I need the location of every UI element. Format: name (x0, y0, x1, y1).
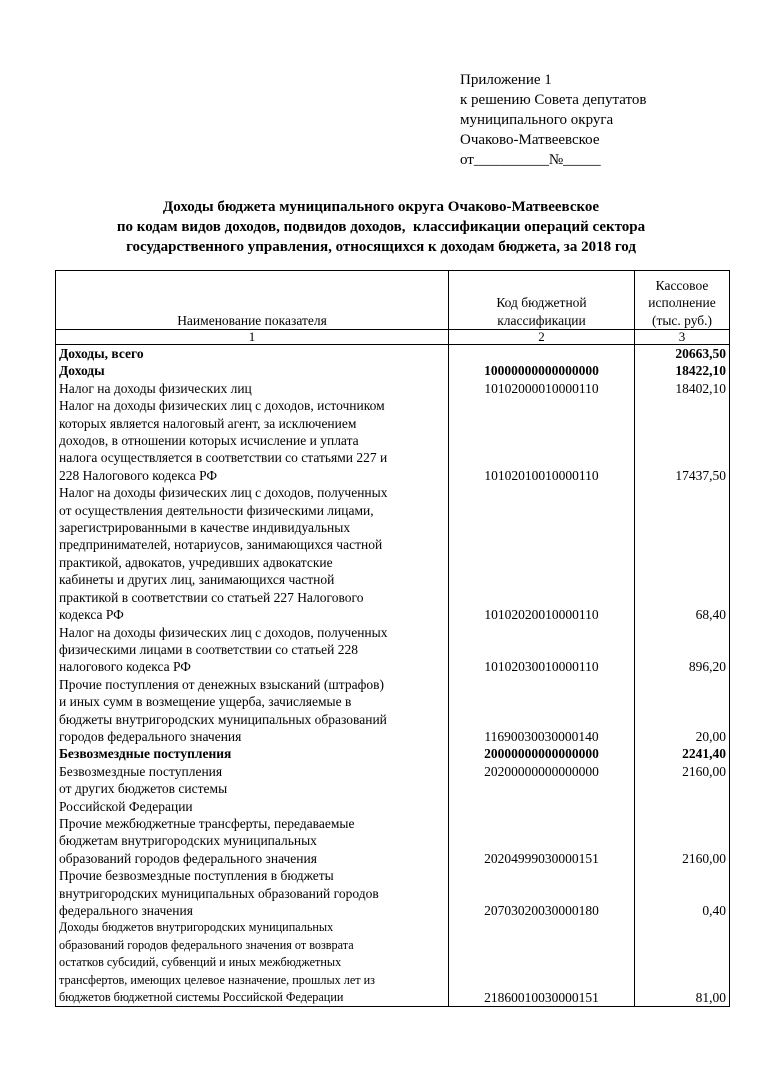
amount-cell: 2160,00 (635, 763, 730, 815)
document-title (20, 197, 742, 257)
indicator-name-cell (56, 624, 449, 676)
budget-code-cell: 20000000000000000 (449, 745, 635, 762)
table-body (56, 345, 730, 1007)
indicator-name-line: налогового кодекса РФ (59, 659, 191, 675)
indicator-name-cell (56, 745, 449, 762)
appendix-line: Очаково-Матвеевское (460, 132, 600, 148)
indicator-name-line: бюджетам внутригородских муниципальных (59, 833, 317, 849)
amount-cell: 81,00 (635, 919, 730, 1007)
appendix-header (460, 70, 646, 170)
table-header-row (56, 271, 730, 330)
indicator-name-cell (56, 867, 449, 919)
indicator-name-line: доходов, в отношении которых исчисление и уплата (59, 433, 359, 449)
indicator-name-line: остатков субсидий, субвенций и иных межбюджетных (59, 955, 342, 970)
header-amount: Кассовое исполнение (тыс. руб.) (635, 271, 730, 330)
indicator-name-line: Прочие безвозмездные поступления в бюджеты (59, 868, 334, 884)
budget-code-cell: 20204999030000151 (449, 815, 635, 867)
amount-cell: 17437,50 (635, 397, 730, 484)
budget-code-cell: 10102020010000110 (449, 484, 635, 623)
header-name: Наименование показателя (56, 271, 449, 330)
indicator-name-cell (56, 919, 449, 1007)
title-line: по кодам видов доходов, подвидов доходов, классификации операций сектора (116, 219, 646, 235)
indicator-name-line: бюджетов бюджетной системы Российской Федерации (59, 990, 344, 1005)
indicator-name-line: и иных сумм в возмещение ущерба, зачисляемые в (59, 694, 352, 710)
amount-cell: 20663,50 (635, 345, 730, 363)
indicator-name-line: Прочие межбюджетные трансферты, передаваемые (59, 815, 355, 831)
amount-cell: 18402,10 (635, 380, 730, 397)
indicator-name-cell (56, 676, 449, 746)
appendix-line: муниципального округа (460, 112, 614, 128)
table-row (56, 484, 730, 623)
table-row (56, 624, 730, 676)
budget-code-cell: 10102010010000110 (449, 397, 635, 484)
indicator-name-line: Налог на доходы физических лиц с доходов, полученных (59, 485, 388, 501)
budget-code-cell (449, 345, 635, 363)
appendix-line: к решению Совета депутатов (460, 92, 647, 108)
amount-cell: 18422,10 (635, 362, 730, 379)
table-row (56, 763, 730, 815)
indicator-name-line: зарегистрированными в качестве индивидуальных (59, 520, 351, 536)
table-row (56, 397, 730, 484)
table-row (56, 815, 730, 867)
amount-cell: 2160,00 (635, 815, 730, 867)
indicator-name-line: от осуществления деятельности физическими лицами, (59, 502, 374, 518)
title-line: государственного управления, относящихся к доходам бюджета, за 2018 год (126, 239, 636, 255)
indicator-name-line: от других бюджетов системы (59, 781, 228, 797)
indicator-name-cell (56, 397, 449, 484)
indicator-name-line: городов федерального значения (59, 728, 242, 744)
header-code: Код бюджетной классификации (449, 271, 635, 330)
indicator-name-line: кодекса РФ (59, 607, 124, 623)
indicator-name-line: Российской Федерации (59, 798, 193, 814)
budget-code-cell: 10102000010000110 (449, 380, 635, 397)
table-row (56, 380, 730, 397)
indicator-name-line: трансфертов, имеющих целевое назначение, прошлых лет из (59, 972, 375, 987)
table-row (56, 362, 730, 379)
indicator-name-line: образований городов федерального значения (59, 850, 317, 866)
title-line: Доходы бюджета муниципального округа Очаково-Матвеевское (162, 199, 600, 215)
indicator-name-line: физическими лицами в соответствии со статьей 228 (59, 641, 359, 657)
table-row (56, 345, 730, 363)
indicator-name-line: образований городов федерального значения от возврата (59, 937, 354, 952)
budget-code-cell: 20703020030000180 (449, 867, 635, 919)
indicator-name-cell (56, 484, 449, 623)
table-row (56, 919, 730, 1007)
indicator-name-line: Налог на доходы физических лиц с доходов, источником (59, 398, 385, 414)
amount-cell: 0,40 (635, 867, 730, 919)
appendix-line: Приложение 1 (460, 72, 552, 88)
amount-cell: 896,20 (635, 624, 730, 676)
indicator-name-line: предпринимателей, нотариусов, занимающихся частной (59, 537, 383, 553)
indicator-name-line: практикой, адвокатов, учредивших адвокатские (59, 554, 333, 570)
indicator-name-line: Доходы бюджетов внутригородских муниципальных (59, 920, 334, 935)
budget-code-cell: 20200000000000000 (449, 763, 635, 815)
indicator-name-cell (56, 362, 449, 379)
indicator-name-cell (56, 815, 449, 867)
indicator-name-line: федерального значения (59, 903, 193, 918)
column-number-row (56, 330, 730, 345)
indicator-name-line: которых является налоговый агент, за исключением (59, 415, 357, 431)
column-number: 2 (449, 330, 635, 345)
table-row (56, 867, 730, 919)
indicator-name-line: Доходы, всего (59, 346, 144, 361)
indicator-name-cell (56, 380, 449, 397)
indicator-name-cell (56, 345, 449, 363)
budget-code-cell: 21860010030000151 (449, 919, 635, 1007)
amount-cell: 68,40 (635, 484, 730, 623)
indicator-name-line: Налог на доходы физических лиц (59, 380, 252, 396)
table-row (56, 676, 730, 746)
budget-code-cell: 11690030030000140 (449, 676, 635, 746)
column-number: 3 (635, 330, 730, 345)
indicator-name-line: Безвозмездные поступления (59, 746, 232, 762)
column-number: 1 (56, 330, 449, 345)
indicator-name-line: практикой в соответствии со статьей 227 Налогового (59, 589, 364, 605)
indicator-name-line: бюджеты внутригородских муниципальных образований (59, 711, 387, 727)
indicator-name-line: Доходы (59, 363, 105, 379)
indicator-name-line: налога осуществляется в соответствии со статьями 227 и (59, 450, 388, 466)
indicator-name-cell (56, 763, 449, 815)
indicator-name-line: Налог на доходы физических лиц с доходов, полученных (59, 624, 388, 640)
appendix-line: от__________№_____ (460, 152, 601, 168)
amount-cell: 2241,40 (635, 745, 730, 762)
budget-income-table (55, 270, 730, 1007)
budget-code-cell: 10000000000000000 (449, 362, 635, 379)
budget-code-cell: 10102030010000110 (449, 624, 635, 676)
indicator-name-line: 228 Налогового кодекса РФ (59, 467, 218, 483)
indicator-name-line: кабинеты и других лиц, занимающихся частной (59, 572, 335, 588)
table-row (56, 745, 730, 762)
indicator-name-line: Прочие поступления от денежных взысканий (штрафов) (59, 676, 384, 692)
amount-cell: 20,00 (635, 676, 730, 746)
indicator-name-line: внутригородских муниципальных образований городов (59, 885, 379, 901)
indicator-name-line: Безвозмездные поступления (59, 763, 223, 779)
